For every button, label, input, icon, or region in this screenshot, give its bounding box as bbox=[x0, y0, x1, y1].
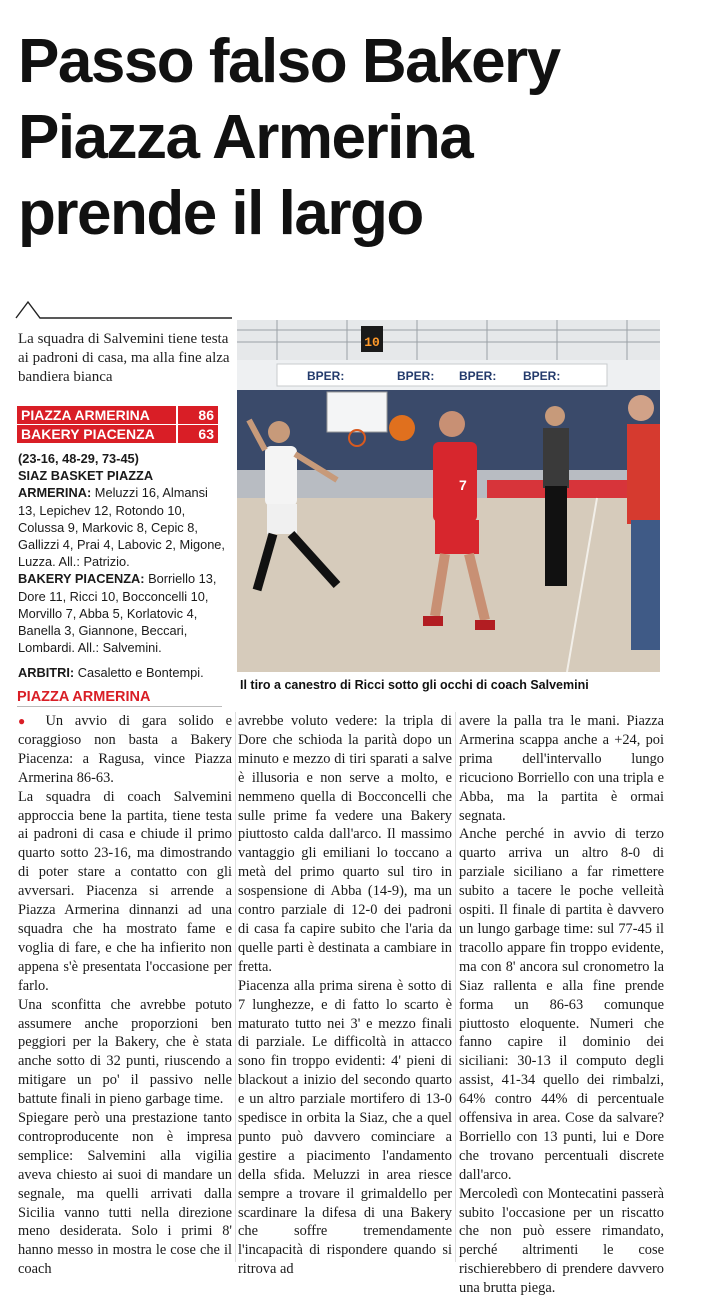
paragraph: Un avvio di gara solido e coraggioso non basta a Bakery Piacenza: a Ragusa, vince Piazza Armerina 86-63. bbox=[18, 713, 232, 786]
shot-clock: 10 bbox=[364, 335, 380, 350]
game-photo-illustration bbox=[237, 320, 660, 672]
boxscore bbox=[18, 450, 228, 682]
summary: La squadra di Salvemini tiene testa ai padroni di casa, ma alla fine alza bandiera bianca bbox=[18, 331, 230, 385]
banner-text: BPER: bbox=[307, 369, 345, 383]
banner-text: BPER: bbox=[523, 369, 561, 383]
bullet-dot: ● bbox=[18, 714, 34, 728]
paragraph: Anche perché in avvio di terzo quarto arriva un altro 8-0 di parziale siciliano a far rimettere subito a tacere le poche velleità ospiti. Il finale di partita è davvero un lungo garbage time: sul 77-45 il tracollo appare fin troppo evidente, ma con 8' ancora sul cronometro la Siaz rallenta e alla fine prende forma un 86-63 comunque piuttosto eloquente. Numeri che fanno capire il dominio dei siciliani: 30-13 il computo degli assist, 41-34 quello dei rimbalzi, 64% contro 44% di percentuale offensiva in area. Cose da salvare? Borriello con 13 punti, lui e Dore che trovano percentuali discrete dall'arco. bbox=[459, 826, 664, 1183]
headline-line-3: prende il largo bbox=[18, 179, 423, 248]
paragraph: La squadra di coach Salvemini approccia bene la partita, tiene testa ai padroni di casa e chiude il primo quarto sotto 23-16, ma dimostrando di poter stare a contatto con gli avversari. Piacenza si arrende a Piazza Armerina dinnanzi ad una squadra che ha mostrato fame e voglia di fare, e che ha infierito non appena s'è presentata l'occasione per farlo. bbox=[18, 788, 232, 994]
jersey-number: 7 bbox=[459, 477, 467, 493]
game-photo bbox=[237, 320, 660, 672]
column-divider bbox=[455, 712, 456, 1262]
score-divider bbox=[176, 406, 178, 424]
partials: (23-16, 48-29, 73-45) bbox=[18, 451, 139, 466]
score-points: 63 bbox=[198, 426, 214, 442]
banner-text: BPER: bbox=[397, 369, 435, 383]
referee bbox=[543, 406, 569, 586]
paragraph: Mercoledì con Montecatini passerà subito l'occasione per un riscatto che non può essere rimandato, perché altrimenti le cose rischierebbero di prendere davvero una brutta piega. bbox=[459, 1185, 664, 1297]
score-team: PIAZZA ARMERINA bbox=[21, 407, 150, 423]
headline bbox=[18, 24, 698, 252]
paragraph: Piacenza alla prima sirena è sotto di 7 lunghezze, e di fatto lo scarto è maturato tutto nei 3' e mezzo finali di parziale. Le difficoltà in attacco sono fin troppo evidenti: 4' pieni di blackout a inizio del secondo quarto e un altro parziale mortifero di 13-0 spedisce in orbita la Siaz, che a quel punto può davvero cominciare a gestire a piacimento l'andamento della sfida. Meluzzi in area riesce sempre a trovare il grimaldello per scardinare la difesa di una Bakery che soffre tremendamente l'incapacità di rispondere quando si ritrova ad bbox=[238, 977, 452, 1278]
team2-label: BAKERY PIACENZA: bbox=[18, 571, 145, 587]
article-column-2 bbox=[238, 712, 452, 1279]
headline-line-2: Piazza Armerina bbox=[18, 103, 473, 172]
score-row-away bbox=[17, 425, 218, 443]
article-column-3 bbox=[459, 712, 664, 1298]
score-team: BAKERY PIACENZA bbox=[21, 426, 155, 442]
referees-label: ARBITRI: bbox=[18, 665, 75, 681]
team2-players: Borriello 13, Dore 11, Ricci 10, Bocconcelli 10, Morvillo 7, Abba 5, Korlatovic 4, Banella 3, Giannone, Beccari, Lombardi. All.: Salvemini. bbox=[18, 571, 217, 656]
paragraph: avere la palla tra le mani. Piazza Armerina scappa anche a +24, poi prima dell'intervallo lungo ricuciono Borriello con una tripla e Abba, ma la partita è ormai segnata. bbox=[459, 713, 664, 824]
team1-players: Meluzzi 16, Almansi 13, Lepichev 12, Rotondo 10, Colussa 9, Markovic 8, Cepic 8, Gallizzi 4, Prai 4, Labovic 2, Migone, Luzza. All.: Patrizio. bbox=[18, 485, 225, 570]
column-divider bbox=[235, 712, 236, 1262]
decorative-rule bbox=[14, 298, 234, 322]
paragraph: avrebbe voluto vedere: la tripla di Dore che schioda la parità dopo un minuto e mezzo di tiri sparati a salve è illusoria e non serve a molto, e nemmeno quella di Bocconcelli che sulle prime fa vedere una Bakery piuttosto calda dall'arco. Il massimo vantaggio gli emiliani lo toccano a metà del primo quarto sul tiro in sospensione di Abba (14-9), ma un contro parziale di 12-0 dei padroni di casa fa capire subito che l'aria da quelle parti è destinata a cambiare in fretta. bbox=[238, 713, 452, 975]
referees: Casaletto e Bontempi. bbox=[77, 665, 204, 681]
banner-text: BPER: bbox=[459, 369, 497, 383]
score-points: 86 bbox=[198, 407, 214, 423]
article-kicker: PIAZZA ARMERINA bbox=[17, 688, 222, 707]
headline-line-1: Passo falso Bakery bbox=[18, 27, 560, 96]
paragraph: Una sconfitta che avrebbe potuto assumere anche proporzioni ben peggiori per la Bakery, che è stata anche sotto di 32 punti, riuscendo a mitigare un po' il passivo nelle battute finali in pieno garbage time. bbox=[18, 996, 232, 1108]
article-column-1 bbox=[18, 712, 232, 1279]
score-divider bbox=[176, 425, 178, 443]
coach bbox=[627, 395, 660, 650]
photo-caption: Il tiro a canestro di Ricci sotto gli occhi di coach Salvemini bbox=[240, 678, 589, 692]
team1-label: SIAZ BASKET PIAZZA ARMERINA: bbox=[18, 468, 153, 501]
paragraph: Spiegare però una prestazione tanto controproducente non è impresa semplice: Salvemini alla vigilia aveva chiesto ai suoi di mandare un segnale, ma quelli arrivati dalla Sicilia vanno tutti nella direzione meno desiderata. Solo i primi 8' hanno messo in mostra le cose che il coach bbox=[18, 1110, 232, 1278]
score-row-home bbox=[17, 406, 218, 424]
